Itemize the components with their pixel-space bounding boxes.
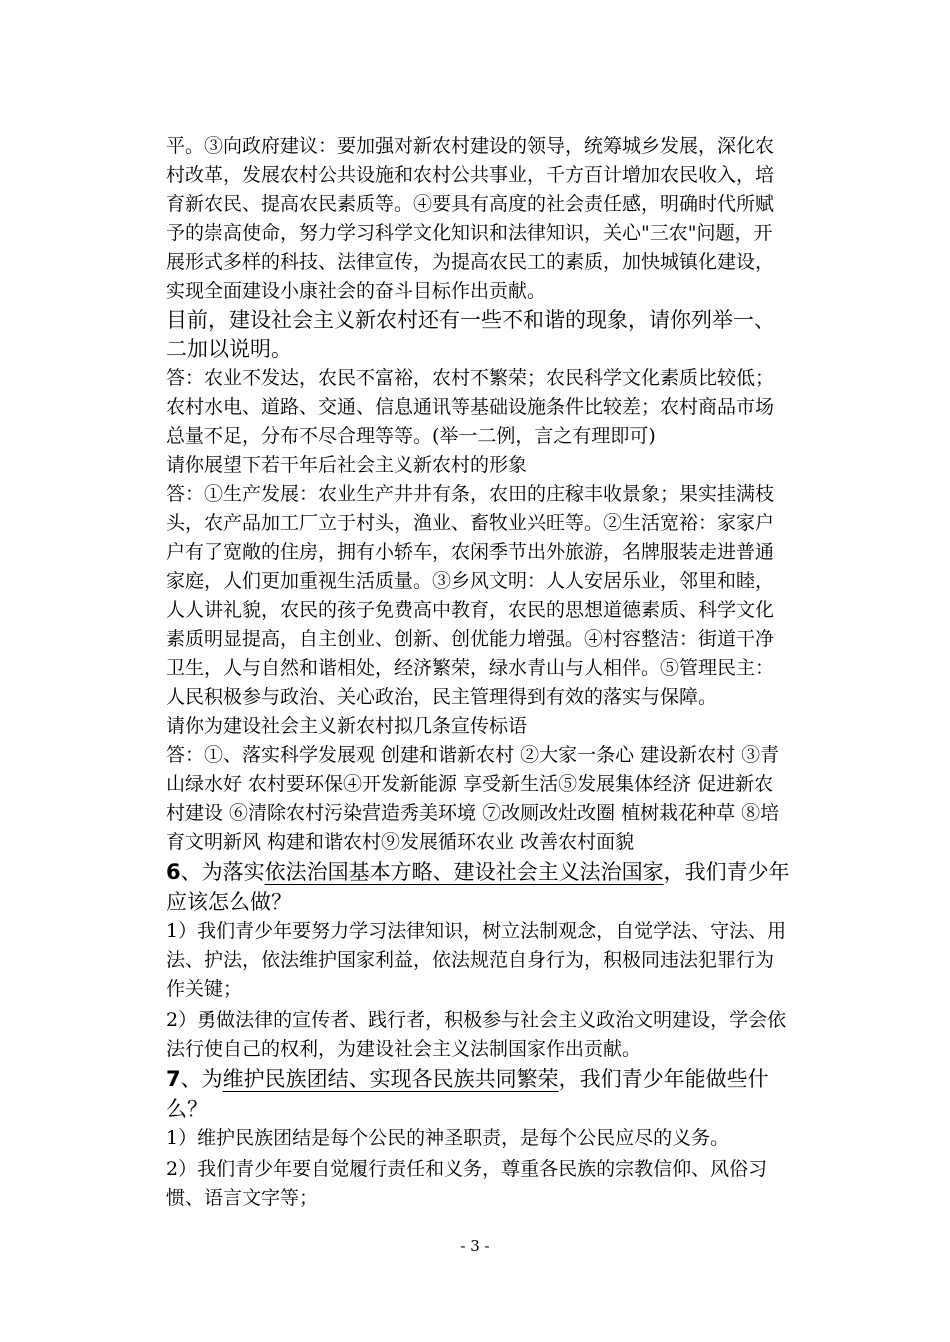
page-number: - 3 -	[460, 1237, 490, 1255]
question-6-post: ，我们青少年应该怎么做？	[166, 860, 790, 914]
question-disharmony: 目前，建设社会主义新农村还有一些不和谐的现象，请你列举一、二加以说明。	[166, 308, 775, 361]
question-7-pre: 、为	[180, 1067, 223, 1091]
answer-outlook: 答：①生产发展：农业生产井井有条，农田的庄稼丰收景象；果实挂满枝头，农产品加工厂立于村头，渔业、畜牧业兴旺等。②生活宽裕：家家户户有了宽敞的住房，拥有小轿车，农闲季节出外旅游，名牌服装走进普通家庭，人们更加重视生活质量。③乡风文明：人人安居乐业，邻里和睦，人人讲礼貌，农民的孩子免费高中教育，农民的思想道德素质、科学文化素质明显提高，自主创业、创新、创优能力增强。④村容整洁：街道干净卫生，人与自然和谐相处，经济繁荣，绿水青山与人相伴。⑤管理民主：人民积极参与政治、关心政治，民主管理得到有效的落实与保障。	[166, 483, 775, 708]
question-7-heading	[166, 1064, 791, 1124]
question-6-underlined: 依法治国基本方略、建设社会主义法治国家	[264, 860, 664, 884]
page-content	[166, 132, 791, 1213]
question-6-item-2: 2）勇做法律的宣传者、践行者，积极参与社会主义政治文明建设，学会依法行使自己的权利，为建设社会主义法制国家作出贡献。	[166, 1009, 787, 1060]
intro-paragraph: 平。③向政府建议：要加强对新农村建设的领导，统筹城乡发展，深化农村改革，发展农村公共设施和农村公共事业，千方百计增加农民收入，培育新农民、提高农民素质等。④要具有高度的社会责任感，明确时代所赋予的崇高使命，努力学习科学文化知识和法律知识，关心"三农"问题，开展形式多样的科技、法律宣传，为提高农民工的素质，加快城镇化建设，实现全面建设小康社会的奋斗目标作出贡献。	[166, 135, 775, 302]
question-6-pre: 、为落实	[180, 860, 265, 884]
question-7-post: ，我们青少年能做些什么？	[166, 1067, 769, 1121]
question-outlook: 请你展望下若干年后社会主义新农村的形象	[166, 454, 528, 476]
question-6-item-1: 1）我们青少年要努力学习法律知识，树立法制观念，自觉学法、守法、用法、护法，依法维护国家利益，依法规范自身行为，积极同违法犯罪行为作关键；	[166, 920, 787, 1000]
question-7-item-1: 1）维护民族团结是每个公民的神圣职责，是每个公民应尽的义务。	[166, 1127, 730, 1149]
question-6-heading	[166, 857, 791, 917]
question-slogans: 请你为建设社会主义新农村拟几条宣传标语	[166, 715, 528, 737]
question-6-number: 6	[166, 860, 181, 884]
answer-slogans: 答：①、落实科学发展观 创建和谐新农村 ②大家一条心 建设新农村 ③青山绿水好 农村要环保④开发新能源 享受新生活⑤发展集体经济 促进新农村建设 ⑥清除农村污染营造秀美环境 ⑦改厕改灶改圈 植树栽花种草 ⑧培育文明新风 构建和谐农村⑨发展循环农业 改善农村面貌	[166, 744, 780, 853]
question-7-number: 7	[166, 1067, 181, 1091]
answer-disharmony: 答：农业不发达，农民不富裕，农村不繁荣；农民科学文化素质比较低；农村水电、道路、交通、信息通讯等基础设施条件比较差；农村商品市场总量不足，分布不尽合理等等。(举一二例，言之有理即可)	[166, 367, 775, 447]
question-7-item-2: 2）我们青少年要自觉履行责任和义务，尊重各民族的宗教信仰、风俗习惯、语言文字等；	[166, 1158, 768, 1209]
question-7-underlined: 维护民族团结、实现各民族共同繁荣	[222, 1067, 559, 1091]
